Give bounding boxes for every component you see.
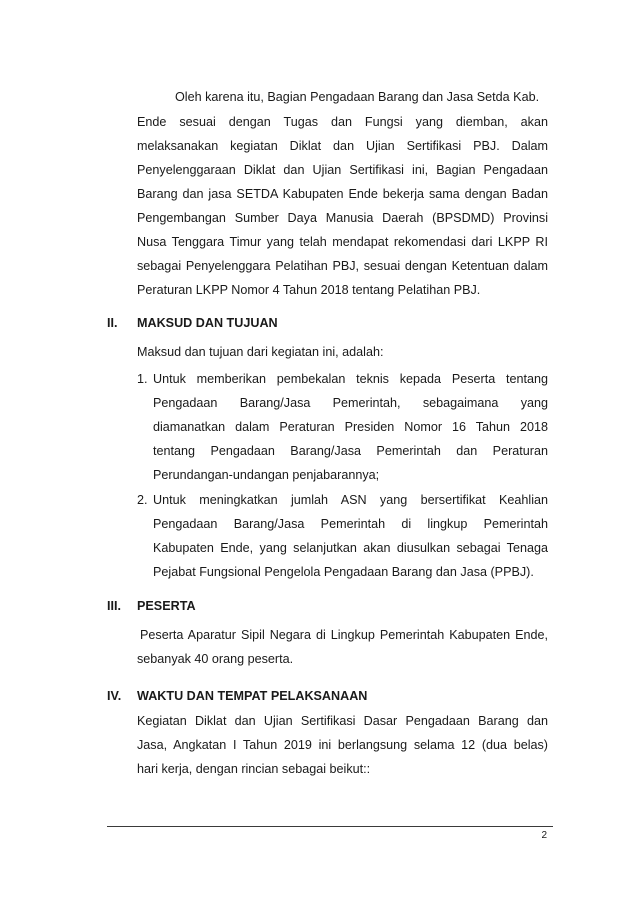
page-number: 2 <box>541 830 547 841</box>
section-numeral: III. <box>107 599 121 613</box>
list-number: 2. <box>137 493 148 507</box>
paragraph-line: Jasa, Angkatan I Tahun 2019 ini berlangsung selama 12 (dua belas) <box>137 738 548 752</box>
list-line: Pengadaan Barang/Jasa Pemerintah di lingkup Pemerintah <box>153 517 548 531</box>
footer-divider <box>107 826 553 827</box>
section-title: WAKTU DAN TEMPAT PELAKSANAAN <box>137 689 368 703</box>
section-numeral: II. <box>107 316 118 330</box>
paragraph-line: Oleh karena itu, Bagian Pengadaan Barang dan Jasa Setda Kab. <box>175 90 540 104</box>
paragraph-line: sebanyak 40 orang peserta. <box>137 652 294 666</box>
list-line: Kabupaten Ende, yang selanjutkan akan diusulkan sebagai Tenaga <box>153 541 548 555</box>
section-title: PESERTA <box>137 599 196 613</box>
paragraph-line: hari kerja, dengan rincian sebagai beikut:: <box>137 762 371 776</box>
paragraph-line: Peraturan LKPP Nomor 4 Tahun 2018 tentang Pelatihan PBJ. <box>137 283 481 297</box>
list-line: tentang Pengadaan Barang/Jasa Pemerintah dan Peraturan <box>153 444 548 458</box>
paragraph-line: Peserta Aparatur Sipil Negara di Lingkup Pemerintah Kabupaten Ende, <box>140 628 548 642</box>
section-intro: Maksud dan tujuan dari kegiatan ini, adalah: <box>137 345 384 359</box>
list-line: Perundangan-undangan penjabarannya; <box>153 468 380 482</box>
paragraph-line: Nusa Tenggara Timur yang telah mendapat rekomendasi dari LKPP RI <box>137 235 548 249</box>
list-line: diamanatkan dalam Peraturan Presiden Nomor 16 Tahun 2018 <box>153 420 548 434</box>
paragraph-line: Pengembangan Sumber Daya Manusia Daerah (BPSDMD) Provinsi <box>137 211 548 225</box>
paragraph-line: Ende sesuai dengan Tugas dan Fungsi yang diemban, akan <box>137 115 548 129</box>
section-numeral: IV. <box>107 689 122 703</box>
list-line: Untuk meningkatkan jumlah ASN yang bersertifikat Keahlian <box>153 493 548 507</box>
paragraph-line: melaksanakan kegiatan Diklat dan Ujian Sertifikasi PBJ. Dalam <box>137 139 548 153</box>
paragraph-line: sebagai Penyelenggara Pelatihan PBJ, sesuai dengan Ketentuan dalam <box>137 259 548 273</box>
list-line: Pengadaan Barang/Jasa Pemerintah, sebagaimana yang <box>153 396 548 410</box>
list-number: 1. <box>137 372 148 386</box>
paragraph-line: Barang dan jasa SETDA Kabupaten Ende bekerja sama dengan Badan <box>137 187 548 201</box>
paragraph-line: Kegiatan Diklat dan Ujian Sertifikasi Dasar Pengadaan Barang dan <box>137 714 548 728</box>
section-title: MAKSUD DAN TUJUAN <box>137 316 278 330</box>
paragraph-line: Penyelenggaraan Diklat dan Ujian Sertifikasi ini, Bagian Pengadaan <box>137 163 548 177</box>
list-line: Pejabat Fungsional Pengelola Pengadaan Barang dan Jasa (PPBJ). <box>153 565 534 579</box>
list-line: Untuk memberikan pembekalan teknis kepada Peserta tentang <box>153 372 548 386</box>
